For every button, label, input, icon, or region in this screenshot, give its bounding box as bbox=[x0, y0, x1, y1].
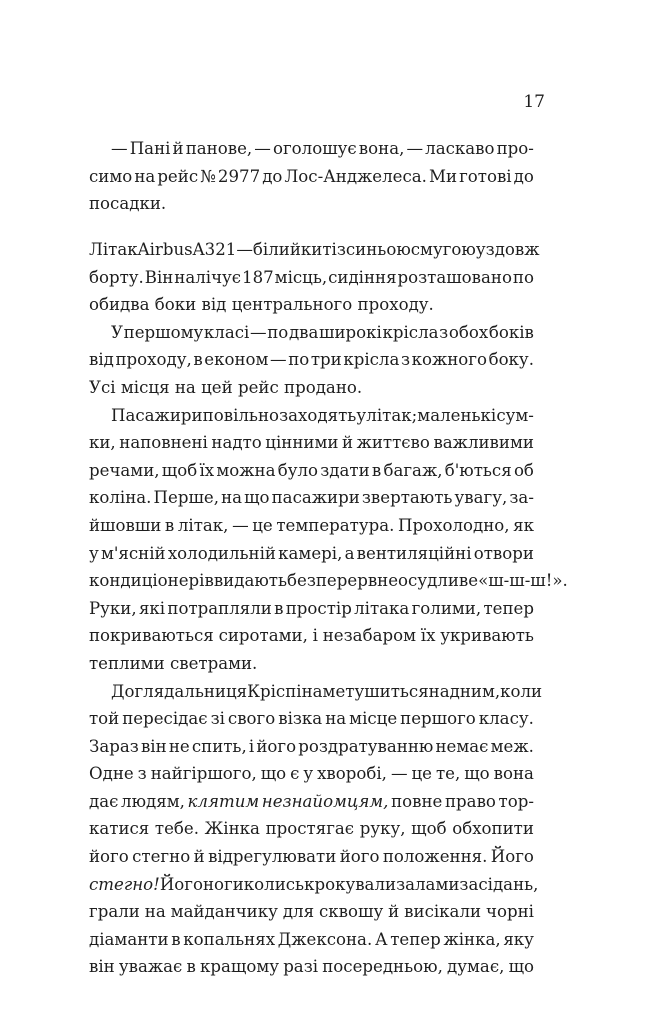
text-line: Пасажири повільно заходять у літак; маленькі сум- bbox=[111, 405, 534, 425]
text-line: від проходу, в економ — по три крісла з кожного боку. bbox=[89, 350, 534, 370]
text-line: Доглядальниця Кріспіна метушиться над ним, коли bbox=[111, 681, 543, 701]
text-line: ки, наповнені надто цінними й життєво важливими bbox=[89, 433, 534, 453]
text-line: посадки. bbox=[89, 194, 167, 214]
text-line: симо на рейс № 2977 до Лос-Анджелеса. Ми готові до bbox=[89, 166, 534, 186]
text-line: дає людям, клятим незнайомцям, повне право тор- bbox=[89, 791, 534, 811]
text-line: грали на майданчику для сквошу й висікали чорні bbox=[89, 902, 534, 922]
text-line: коліна. Перше, на що пасажири звертають увагу, за- bbox=[89, 488, 534, 508]
text-line: у м'ясній холодильній камері, а вентиляційні отвори bbox=[89, 543, 534, 563]
text-line: той пересідає зі свого візка на місце першого класу. bbox=[89, 709, 534, 729]
text-line: він уважає в кращому разі посередньою, думає, що bbox=[89, 957, 534, 977]
text-line: Одне з найгіршого, що є у хворобі, — це те, що вона bbox=[89, 764, 534, 784]
text-line: йшовши в літак, — це температура. Прохолодно, як bbox=[89, 515, 534, 535]
text-line: катися тебе. Жінка простягає руку, щоб обхопити bbox=[89, 819, 534, 839]
text-line: діаманти в копальнях Джексона. А тепер жінка, яку bbox=[89, 929, 534, 949]
text-line: кондиціонерів видають безперервне осудливе «ш-ш-ш!». bbox=[89, 571, 568, 591]
text-line: обидва боки від центрального проходу. bbox=[89, 295, 434, 315]
text-line: теплими светрами. bbox=[89, 653, 258, 673]
text-line: Літак Airbus A321 — білий кит із синьою смугою уздовж bbox=[89, 240, 540, 259]
page-number: 17 bbox=[523, 92, 545, 112]
dialogue-paragraph bbox=[89, 135, 534, 218]
text-line: його стегно й відрегулювати його положення. Його bbox=[89, 847, 534, 867]
text-line: борту. Він налічує 187 місць, сидіння розташовано по bbox=[89, 267, 534, 287]
text-line: Усі місця на цей рейс продано. bbox=[89, 377, 363, 397]
text-line: Зараз він не спить, і його роздратуванню немає меж. bbox=[89, 736, 534, 756]
text-line: У першому класі — по два широкі крісла з обох боків bbox=[111, 322, 534, 342]
text-line: речами, щоб їх можна було здати в багаж, б'ються об bbox=[89, 460, 534, 480]
text-line: Руки, які потрапляли в простір літака голими, тепер bbox=[89, 598, 534, 618]
text-line: стегно! Його ноги колись крокували залами засідань, bbox=[89, 874, 539, 894]
text-line: покриваються сиротами, і незабаром їх укривають bbox=[89, 626, 534, 646]
text-line: — Пані й панове, — оголошує вона, — ласкаво про- bbox=[111, 139, 534, 158]
body-text bbox=[89, 236, 568, 981]
